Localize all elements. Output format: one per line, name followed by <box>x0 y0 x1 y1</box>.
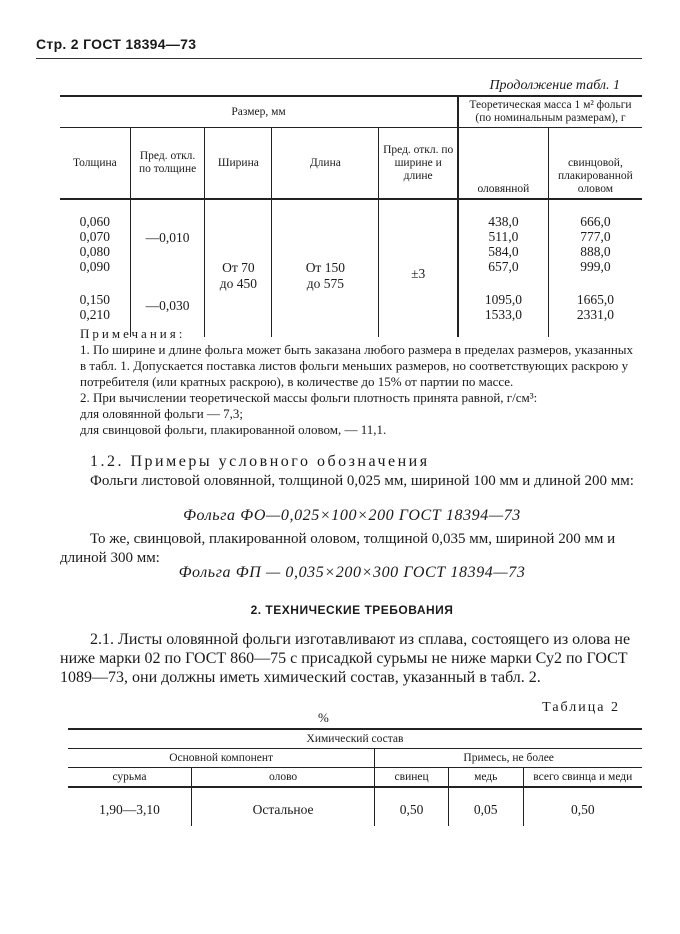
section-2-title: 2. ТЕХНИЧЕСКИЕ ТРЕБОВАНИЯ <box>250 603 454 617</box>
total-header: всего свинца и меди <box>523 768 642 788</box>
mass-group-header: Теоретическая масса 1 м² фольги (по номинальным размерам), г <box>458 96 642 128</box>
antimony-value: 1,90—3,10 <box>99 802 160 817</box>
wl-dev-value: ±3 <box>379 199 458 337</box>
section-1-2-title: 1.2. Примеры условного обозначения <box>90 453 430 470</box>
total-value: 0,50 <box>523 787 642 826</box>
size-group-header: Размер, мм <box>60 96 458 128</box>
length-header: Длина <box>272 128 379 200</box>
tin-value: Остальное <box>191 787 374 826</box>
copper-value: 0,05 <box>448 787 523 826</box>
group1-tin: 438,0 511,0 584,0 657,0 <box>458 199 548 274</box>
group2-thicknesses: 0,150 0,210 <box>79 292 111 323</box>
group2-tin: 1095,0 1533,0 <box>458 274 548 337</box>
formula-1: Фольга ФО—0,025×100×200 ГОСТ 18394—73 <box>183 507 521 524</box>
chem-header: Химический состав <box>68 729 642 749</box>
table1-notes <box>80 326 640 438</box>
group1-dev: —0,010 <box>130 199 205 274</box>
note-1: 1. По ширине и длине фольга может быть заказана любого размера в пределах размеров, указанных в табл. 1. Допускается поставка листов фольги меньших размеров, но соответствующих раскрою у потребителя (или кратных раскрою), в количестве до 15% от партии по массе. <box>80 342 634 389</box>
wl-dev-header: Пред. откл. по ширине и длине <box>379 128 458 200</box>
length-value: От 150 до 575 <box>272 199 379 337</box>
group2-dev: —0,030 <box>130 274 205 337</box>
table-1 <box>60 95 642 337</box>
thickness-header: Толщина <box>60 128 130 200</box>
mass-tin-header: оловянной <box>458 128 548 200</box>
note-2: 2. При вычислении теоретической массы фольги плотность принята равной, г/см³: <box>80 390 538 405</box>
table-2 <box>68 728 642 826</box>
thickness-dev-header: Пред. откл. по толщине <box>130 128 205 200</box>
paragraph-2-1: 2.1. Листы оловянной фольги изготавливают из сплава, состоящего из олова не ниже марки 02 по ГОСТ 860—75 с присадкой сурьмы не ниже марки Су2 по ГОСТ 1089—73, они должны иметь химический состав, указанный в табл. 2. <box>60 631 631 686</box>
group2-lead: 1665,0 2331,0 <box>548 274 642 337</box>
tin-header: олово <box>191 768 374 788</box>
header-rule <box>36 58 642 59</box>
mass-lead-header: свинцовой, плакированной оловом <box>548 128 642 200</box>
lead-header: свинец <box>375 768 449 788</box>
width-value: От 70 до 450 <box>205 199 272 337</box>
copper-header: медь <box>448 768 523 788</box>
formula-2: Фольга ФП — 0,035×200×300 ГОСТ 18394—73 <box>178 564 526 581</box>
group1-thicknesses: 0,060 0,070 0,080 0,090 <box>79 214 111 275</box>
table-row <box>68 787 642 826</box>
width-header: Ширина <box>205 128 272 200</box>
note-2a: для оловянной фольги — 7,3; <box>80 406 244 421</box>
lead-value: 0,50 <box>375 787 449 826</box>
impurity-header: Примесь, не более <box>375 749 642 768</box>
group1-lead: 666,0 777,0 888,0 999,0 <box>548 199 642 274</box>
table1-continuation: Продолжение табл. 1 <box>489 78 620 93</box>
example-1-text: Фольги листовой оловянной, толщиной 0,025 мм, шириной 100 мм и длиной 200 мм: <box>90 473 634 489</box>
notes-title: Примечания: <box>80 326 186 341</box>
note-2b: для свинцовой фольги, плакированной оловом, — 11,1. <box>80 422 387 437</box>
example-2-text: То же, свинцовой, плакированной оловом, толщиной 0,035 мм, шириной 200 мм и длиной 300 мм: <box>60 531 616 566</box>
table2-unit: % <box>318 710 329 725</box>
page-header: Стр. 2 ГОСТ 18394—73 <box>36 36 197 52</box>
main-component-header: Основной компонент <box>68 749 375 768</box>
table2-caption: Таблица 2 <box>542 700 620 715</box>
antimony-header: сурьма <box>68 768 191 788</box>
